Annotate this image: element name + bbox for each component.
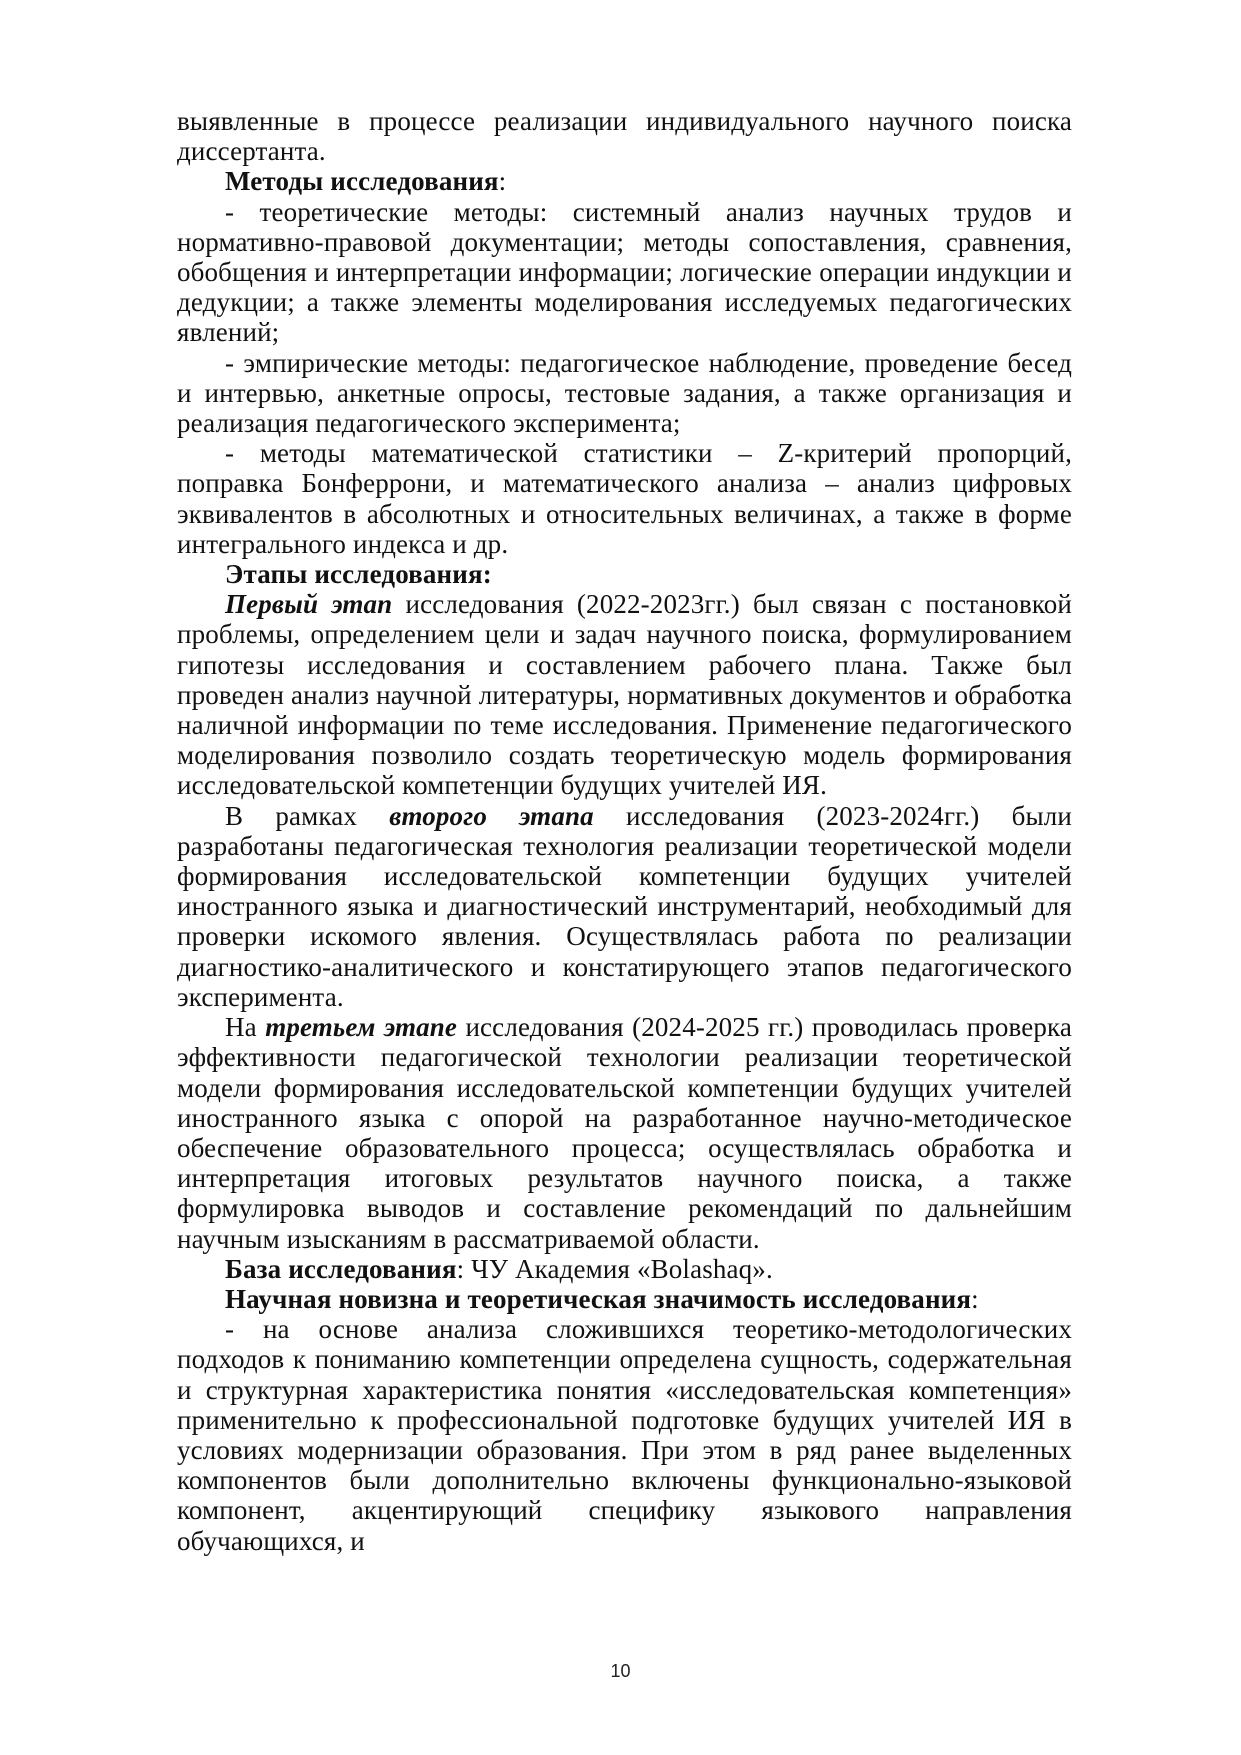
stage-1-emphasis: Первый этап — [225, 589, 393, 620]
research-base-paragraph — [177, 1254, 1072, 1284]
stage-2-paragraph — [177, 801, 1072, 1012]
methods-heading-colon: : — [498, 166, 507, 197]
methods-item-theoretical: - теоретические методы: системный анализ научных трудов и нормативно-правовой документации; методы сопоставления, сравнения, обобщения и интерпретации информации; логические операции индукции и дедукции; а также элементы моделирования исследуемых педагогических явлений; — [177, 196, 1072, 348]
methods-heading-line — [177, 166, 1072, 196]
paragraph-intro-continuation: выявленные в процессе реализации индивидуального научного поиска диссертанта. — [177, 106, 1072, 167]
stage-1-text: исследования (2022-2023гг.) был связан с постановкой проблемы, определением цели и задач научного поиска, формулированием гипотезы исследования и составлением рабочего плана. Также был проведен анализ научной литературы, нормативных документов и обработка наличной информации по теме исследования. Применение педагогического моделирования позволило создать теоретическую модель формирования исследовательской компетенции будущих учителей ИЯ. — [177, 589, 1072, 801]
stage-1-paragraph — [177, 589, 1072, 800]
stage-3-emphasis: третьем этапе — [265, 1012, 458, 1043]
novelty-heading-colon: : — [971, 1283, 979, 1314]
novelty-item-1: - на основе анализа сложившихся теоретико-методологических подходов к пониманию компетенции определена сущность, содержательная и структурная характеристика понятия «исследовательская компетенция» применительно к профессиональной подготовке будущих учителей ИЯ в условиях модернизации образования. При этом в ряд ранее выделенных компонентов были дополнительно включены функционально-языковой компонент, акцентирующий специфику языкового направления обучающихся, и — [177, 1314, 1072, 1556]
stage-3-text: исследования (2024-2025 гг.) проводилась проверка эффективности педагогической технологии реализации теоретической модели формирования исследовательской компетенции будущих учителей иностранного языка с опорой на разработанное научно-методическое обеспечение образовательного процесса; осуществлялась обработка и интерпретация итоговых результатов научного поиска, а также формулировка выводов и составление рекомендаций по дальнейшим научным изысканиям в рассматриваемой области. — [177, 1012, 1072, 1254]
methods-heading: Методы исследования — [225, 166, 499, 197]
stage-2-emphasis: второго этапа — [389, 800, 594, 831]
methods-item-statistical: - методы математической статистики – Z-критерий пропорций, поправка Бонферрони, и математического анализа – анализ цифровых эквивалентов в абсолютных и относительных величинах, а также в форме интегрального индекса и др. — [177, 438, 1072, 559]
novelty-heading: Научная новизна и теоретическая значимость исследования — [225, 1283, 972, 1314]
stage-2-text: исследования (2023-2024гг.) были разработаны педагогическая технология реализации теоретической модели формирования исследовательской компетенции будущих учителей иностранного языка и диагностический инструментарий, необходимый для проверки искомого явления. Осуществлялась работа по реализации диагностико-аналитического и констатирующего этапов педагогического эксперимента. — [177, 800, 1073, 1012]
document-body — [177, 106, 1072, 1556]
research-base-text: : ЧУ Академия «Bolashaq». — [456, 1253, 773, 1284]
stage-3-prefix: На — [225, 1012, 266, 1043]
methods-item-empirical: - эмпирические методы: педагогическое наблюдение, проведение бесед и интервью, анкетные опросы, тестовые задания, а также организация и реализация педагогического эксперимента; — [177, 347, 1072, 439]
research-base-heading: База исследования — [225, 1253, 457, 1284]
novelty-heading-line — [177, 1284, 1072, 1314]
page-number: 10 — [610, 1661, 631, 1681]
stages-heading: Этапы исследования: — [225, 559, 492, 590]
stage-3-paragraph — [177, 1012, 1072, 1254]
stage-2-prefix: В рамках — [225, 800, 390, 831]
